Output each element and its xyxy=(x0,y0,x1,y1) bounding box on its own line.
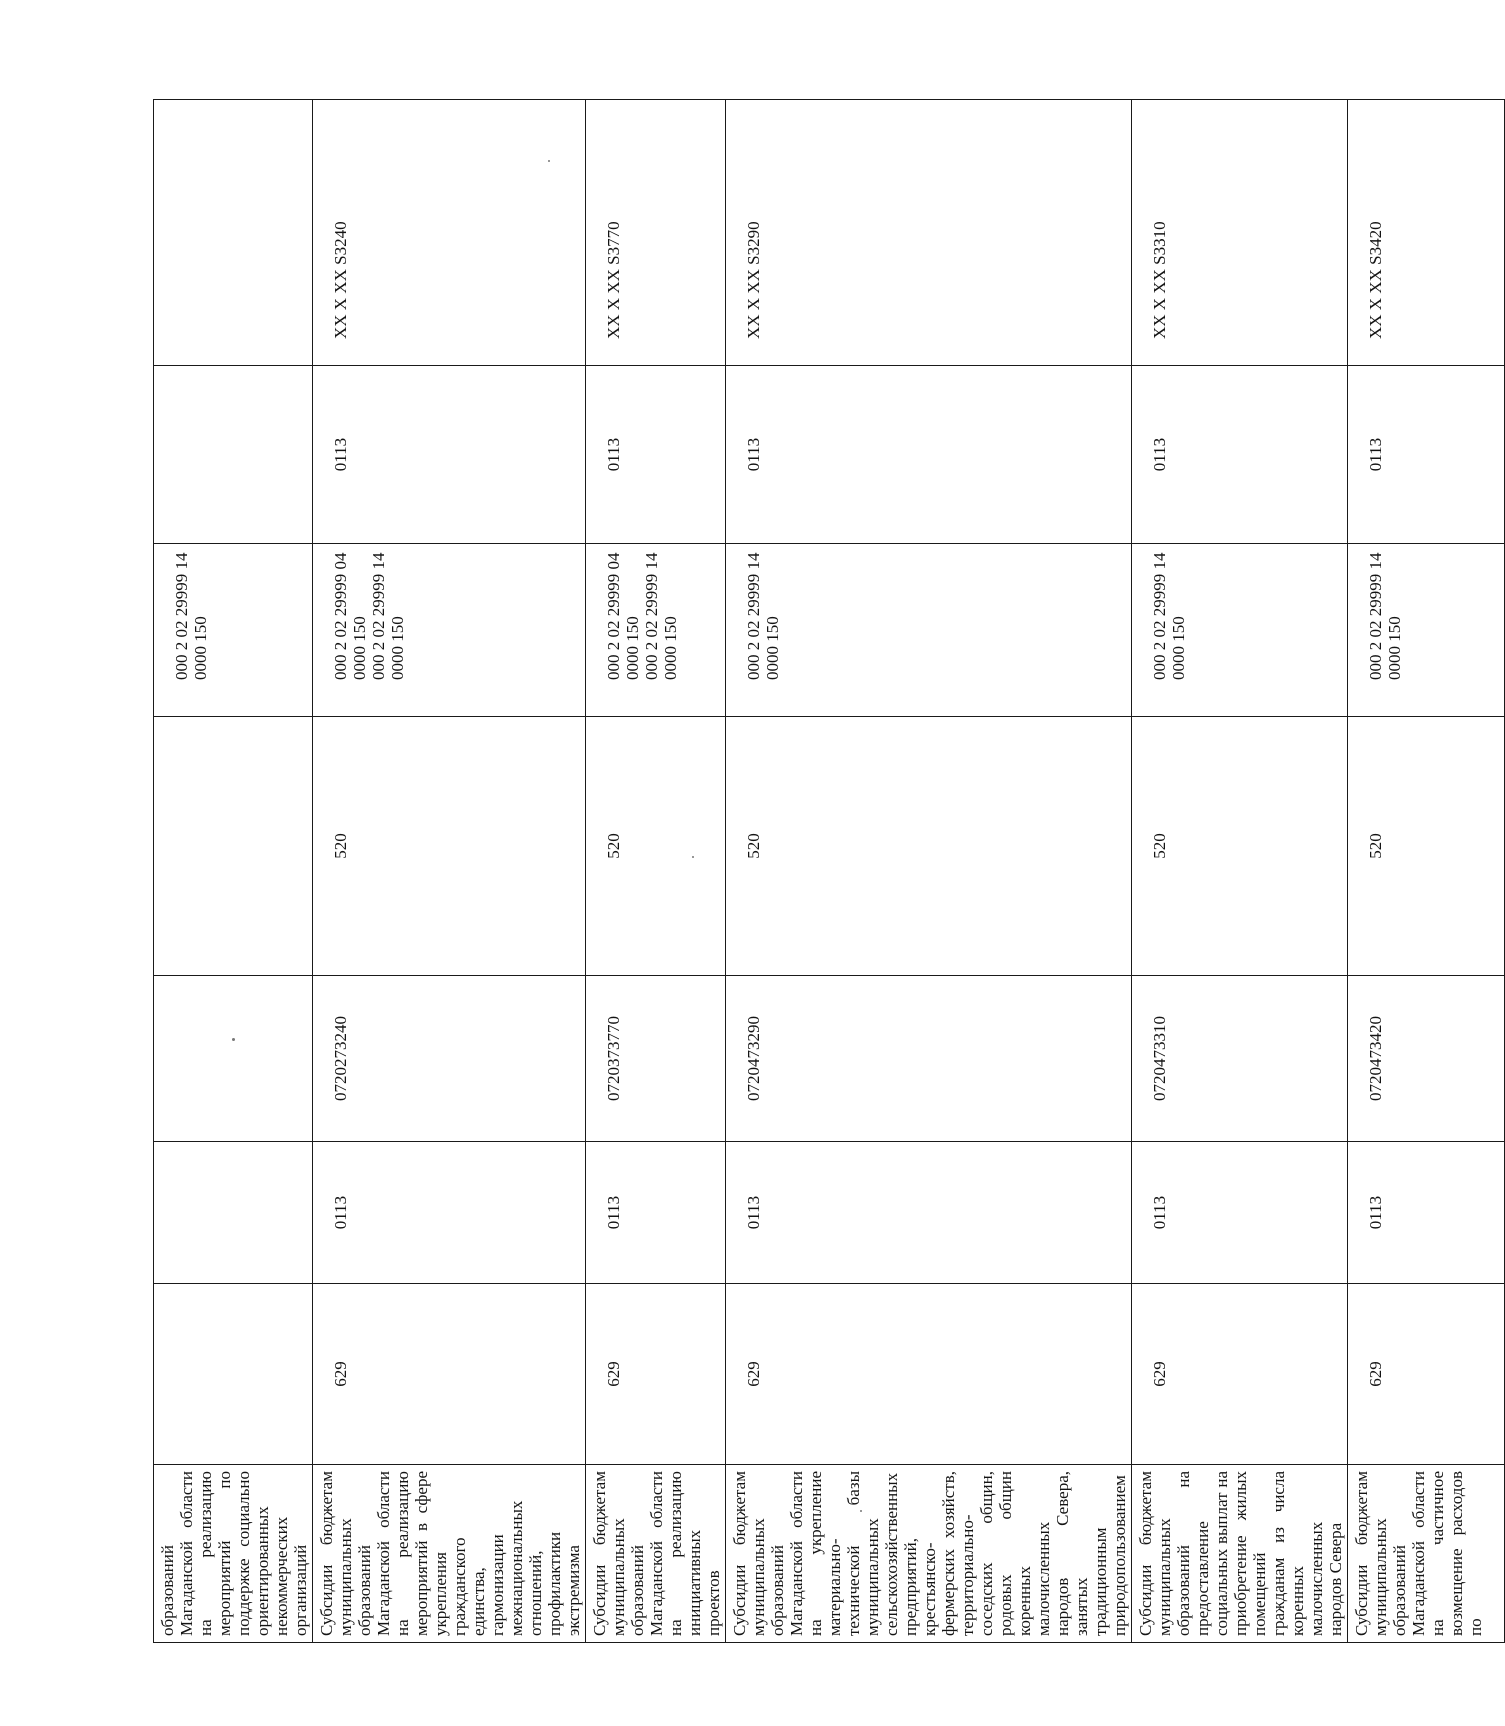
section2-cell: 0113 xyxy=(726,366,1132,544)
expense-type-cell: 520 xyxy=(1348,717,1505,976)
gov-code-cell: 629 xyxy=(726,1284,1132,1465)
income-codes-cell: 000 2 02 29999 04 0000 150 000 2 02 29999 14 0000 150 xyxy=(313,544,586,717)
gov-code-cell: 629 xyxy=(1348,1284,1505,1465)
income-codes-cell: 000 2 02 29999 14 0000 150 xyxy=(726,544,1132,717)
table-row xyxy=(726,100,1132,1643)
table-row xyxy=(154,100,313,1643)
section-cell: 0113 xyxy=(1132,1142,1348,1284)
section2-cell: 0113 xyxy=(586,366,726,544)
target-article-cell: 0720473290 xyxy=(726,976,1132,1142)
rotated-table-container xyxy=(153,100,1485,1643)
section-cell: 0113 xyxy=(1348,1142,1505,1284)
budget-code-cell: XX X XX S3290 xyxy=(726,100,1132,366)
target-article-cell: 0720273240 xyxy=(313,976,586,1142)
row-name-cell: Субсидии бюджетам муниципальных образований Магаданской области на реализацию мероприятий в сфере укрепления гражданского единства, гармонизации межнациональных отношений, профилактики экстремизма xyxy=(313,1465,586,1643)
target-article-cell: 0720473310 xyxy=(1132,976,1348,1142)
budget-code-cell: XX X XX S3240 xyxy=(313,100,586,366)
income-codes-cell: 000 2 02 29999 04 0000 150 000 2 02 29999 14 0000 150 xyxy=(586,544,726,717)
income-codes-cell: 000 2 02 29999 14 0000 150 xyxy=(1132,544,1348,717)
expense-type-cell: 520 xyxy=(1132,717,1348,976)
gov-code-cell: 629 xyxy=(313,1284,586,1465)
income-codes-cell: 000 2 02 29999 14 0000 150 xyxy=(1348,544,1505,717)
row-name-cell: Субсидии бюджетам муниципальных образований Магаданской области на реализацию инициативных проектов xyxy=(586,1465,726,1643)
table-row xyxy=(586,100,726,1643)
section-cell: 0113 xyxy=(313,1142,586,1284)
table-row xyxy=(313,100,586,1643)
section-cell: 0113 xyxy=(586,1142,726,1284)
budget-code-cell: XX X XX S3310 xyxy=(1132,100,1348,366)
row-name-cell: образований Магаданской области на реализацию мероприятий по поддержке социально ориентированных некоммерческих организаций xyxy=(154,1465,313,1643)
table-row xyxy=(1348,100,1505,1643)
row-name-cell: Субсидии бюджетам муниципальных образований на предоставление социальных выплат на приобретение жилых помещений гражданам из числа коренных малочисленных народов Севера xyxy=(1132,1465,1348,1643)
gov-code-cell: 629 xyxy=(1132,1284,1348,1465)
section2-cell xyxy=(154,366,313,544)
row-name-cell: Субсидии бюджетам муниципальных образований Магаданской области на частичное возмещение расходов по xyxy=(1348,1465,1505,1643)
gov-code-cell xyxy=(154,1284,313,1465)
section-cell: 0113 xyxy=(726,1142,1132,1284)
expense-type-cell: 520 xyxy=(586,717,726,976)
income-codes-cell: 000 2 02 29999 14 0000 150 xyxy=(154,544,313,717)
expense-type-cell: 520 xyxy=(726,717,1132,976)
target-article-cell xyxy=(154,976,313,1142)
budget-code-cell: XX X XX S3770 xyxy=(586,100,726,366)
section2-cell: 0113 xyxy=(1348,366,1505,544)
row-name-cell: Субсидии бюджетам муниципальных образований Магаданской области на укрепление материально-технической базы муниципальных сельскохозяйственных предприятий, крестьянско-фермерских хозяйств, территориально-соседских общин, родовых общин коренных малочисленных народов Севера, занятых традиционным природопользованием xyxy=(726,1465,1132,1643)
target-article-cell: 0720473420 xyxy=(1348,976,1505,1142)
section2-cell: 0113 xyxy=(313,366,586,544)
gov-code-cell: 629 xyxy=(586,1284,726,1465)
expense-type-cell: 520 xyxy=(313,717,586,976)
target-article-cell: 0720373770 xyxy=(586,976,726,1142)
section2-cell: 0113 xyxy=(1132,366,1348,544)
section-cell xyxy=(154,1142,313,1284)
table-row xyxy=(1132,100,1348,1643)
expense-type-cell xyxy=(154,717,313,976)
budget-code-cell: XX X XX S3420 xyxy=(1348,100,1505,366)
budget-code-cell xyxy=(154,100,313,366)
subsidies-table xyxy=(153,99,1505,1643)
